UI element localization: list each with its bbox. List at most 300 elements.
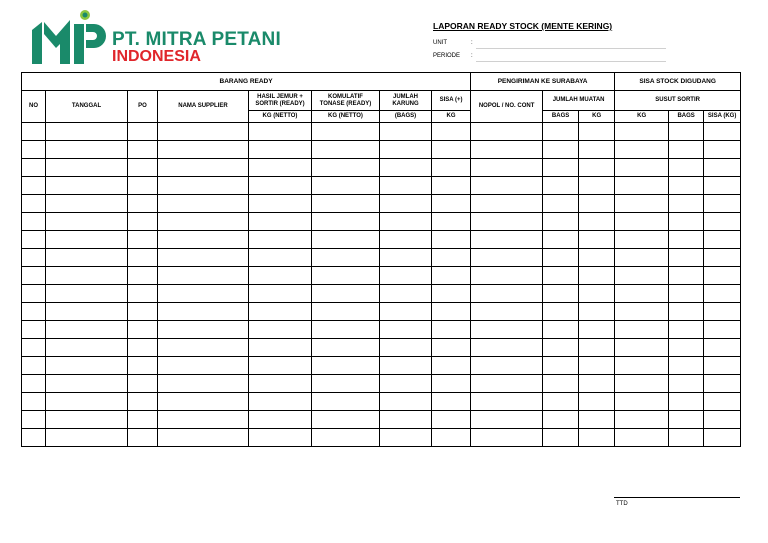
table-cell[interactable]: [46, 231, 128, 249]
table-cell[interactable]: [249, 393, 312, 411]
table-cell[interactable]: [579, 429, 615, 447]
table-cell[interactable]: [312, 429, 380, 447]
table-cell[interactable]: [380, 267, 432, 285]
table-cell[interactable]: [615, 411, 669, 429]
table-cell[interactable]: [22, 411, 46, 429]
table-cell[interactable]: [249, 321, 312, 339]
table-cell[interactable]: [669, 357, 704, 375]
table-cell[interactable]: [249, 195, 312, 213]
unit-label: UNIT: [433, 40, 447, 46]
table-cell[interactable]: [128, 357, 158, 375]
table-cell[interactable]: [158, 285, 249, 303]
table-cell[interactable]: [158, 249, 249, 267]
table-cell[interactable]: [579, 159, 615, 177]
table-cell[interactable]: [432, 411, 471, 429]
table-cell[interactable]: [543, 267, 579, 285]
table-cell[interactable]: [704, 303, 741, 321]
table-row: [22, 267, 741, 285]
periode-separator: :: [471, 53, 473, 59]
table-cell[interactable]: [158, 411, 249, 429]
table-cell[interactable]: [158, 177, 249, 195]
table-cell[interactable]: [579, 411, 615, 429]
table-cell[interactable]: [704, 285, 741, 303]
table-cell[interactable]: [128, 267, 158, 285]
table-cell[interactable]: [249, 285, 312, 303]
table-cell[interactable]: [543, 375, 579, 393]
table-cell[interactable]: [380, 393, 432, 411]
table-cell[interactable]: [46, 303, 128, 321]
table-cell[interactable]: [432, 321, 471, 339]
table-row: [22, 159, 741, 177]
table-cell[interactable]: [432, 429, 471, 447]
table-cell[interactable]: [543, 123, 579, 141]
table-cell[interactable]: [46, 141, 128, 159]
table-cell[interactable]: [380, 213, 432, 231]
table-cell[interactable]: [543, 339, 579, 357]
table-cell[interactable]: [380, 285, 432, 303]
table-cell[interactable]: [471, 357, 543, 375]
table-cell[interactable]: [615, 195, 669, 213]
table-cell[interactable]: [312, 231, 380, 249]
table-cell[interactable]: [128, 339, 158, 357]
table-cell[interactable]: [471, 321, 543, 339]
table-cell[interactable]: [669, 123, 704, 141]
table-row: [22, 177, 741, 195]
table-cell[interactable]: [615, 249, 669, 267]
table-cell[interactable]: [704, 321, 741, 339]
table-cell[interactable]: [380, 375, 432, 393]
table-cell[interactable]: [704, 375, 741, 393]
table-cell[interactable]: [158, 429, 249, 447]
table-cell[interactable]: [704, 393, 741, 411]
table-cell[interactable]: [432, 249, 471, 267]
table-cell[interactable]: [158, 267, 249, 285]
table-cell[interactable]: [128, 141, 158, 159]
table-row: [22, 285, 741, 303]
table-cell[interactable]: [579, 357, 615, 375]
table-cell[interactable]: [543, 177, 579, 195]
table-cell[interactable]: [46, 159, 128, 177]
table-cell[interactable]: [669, 249, 704, 267]
table-cell[interactable]: [432, 159, 471, 177]
table-cell[interactable]: [704, 141, 741, 159]
table-cell[interactable]: [158, 303, 249, 321]
table-cell[interactable]: [22, 303, 46, 321]
table-cell[interactable]: [669, 411, 704, 429]
table-cell[interactable]: [380, 177, 432, 195]
table-cell[interactable]: [158, 159, 249, 177]
table-cell[interactable]: [471, 429, 543, 447]
table-cell[interactable]: [46, 375, 128, 393]
table-cell[interactable]: [579, 285, 615, 303]
table-cell[interactable]: [312, 285, 380, 303]
table-cell[interactable]: [669, 321, 704, 339]
table-cell[interactable]: [46, 249, 128, 267]
table-row: [22, 375, 741, 393]
table-cell[interactable]: [579, 195, 615, 213]
table-cell[interactable]: [615, 375, 669, 393]
table-cell[interactable]: [579, 123, 615, 141]
table-cell[interactable]: [312, 159, 380, 177]
table-cell[interactable]: [669, 285, 704, 303]
table-cell[interactable]: [579, 321, 615, 339]
table-cell[interactable]: [22, 375, 46, 393]
table-cell[interactable]: [380, 195, 432, 213]
unit-kg: KG: [432, 111, 471, 123]
table-cell[interactable]: [312, 213, 380, 231]
table-cell[interactable]: [669, 429, 704, 447]
table-cell[interactable]: [432, 213, 471, 231]
col-jumlah-karung: JUMLAH KARUNG: [380, 91, 432, 111]
table-cell[interactable]: [471, 375, 543, 393]
table-cell[interactable]: [669, 177, 704, 195]
table-cell[interactable]: [432, 339, 471, 357]
table-row: [22, 411, 741, 429]
table-row: [22, 339, 741, 357]
table-cell[interactable]: [158, 321, 249, 339]
table-cell[interactable]: [543, 285, 579, 303]
table-cell[interactable]: [249, 375, 312, 393]
col-no: NO: [22, 91, 46, 123]
table-cell[interactable]: [432, 141, 471, 159]
col-po: PO: [128, 91, 158, 123]
table-cell[interactable]: [669, 213, 704, 231]
table-cell[interactable]: [312, 177, 380, 195]
table-cell[interactable]: [128, 231, 158, 249]
periode-input-line[interactable]: [476, 61, 666, 62]
table-row: [22, 123, 741, 141]
mitra-petani-logo-mark: [30, 8, 108, 66]
table-cell[interactable]: [471, 177, 543, 195]
table-cell[interactable]: [543, 429, 579, 447]
table-cell[interactable]: [46, 393, 128, 411]
group-pengiriman: PENGIRIMAN KE SURABAYA: [471, 73, 615, 91]
table-cell[interactable]: [249, 177, 312, 195]
table-cell[interactable]: [128, 411, 158, 429]
table-cell[interactable]: [615, 303, 669, 321]
table-cell[interactable]: [22, 123, 46, 141]
ttd-label: TTD: [616, 501, 628, 507]
table-cell[interactable]: [579, 303, 615, 321]
table-cell[interactable]: [615, 339, 669, 357]
table-cell[interactable]: [128, 321, 158, 339]
table-cell[interactable]: [312, 141, 380, 159]
table-cell[interactable]: [249, 303, 312, 321]
col-tanggal: TANGGAL: [46, 91, 128, 123]
table-cell[interactable]: [579, 267, 615, 285]
table-cell[interactable]: [669, 141, 704, 159]
table-row: [22, 357, 741, 375]
table-cell[interactable]: [471, 123, 543, 141]
table-cell[interactable]: [249, 213, 312, 231]
table-cell[interactable]: [579, 375, 615, 393]
table-cell[interactable]: [704, 339, 741, 357]
table-cell[interactable]: [380, 321, 432, 339]
unit-input-line[interactable]: [476, 48, 666, 49]
table-cell[interactable]: [312, 339, 380, 357]
table-cell[interactable]: [669, 303, 704, 321]
table-cell[interactable]: [615, 321, 669, 339]
table-cell[interactable]: [158, 123, 249, 141]
table-cell[interactable]: [704, 429, 741, 447]
table-cell[interactable]: [615, 213, 669, 231]
table-cell[interactable]: [615, 285, 669, 303]
table-cell[interactable]: [158, 195, 249, 213]
table-cell[interactable]: [249, 339, 312, 357]
table-cell[interactable]: [22, 159, 46, 177]
table-cell[interactable]: [128, 285, 158, 303]
table-row: [22, 195, 741, 213]
col-sisa-plus: SISA (+): [432, 91, 471, 111]
table-cell[interactable]: [669, 159, 704, 177]
table-cell[interactable]: [432, 177, 471, 195]
table-cell[interactable]: [46, 285, 128, 303]
table-cell[interactable]: [615, 267, 669, 285]
unit-kg: KG: [579, 111, 615, 123]
table-row: [22, 321, 741, 339]
table-cell[interactable]: [432, 231, 471, 249]
table-cell[interactable]: [128, 249, 158, 267]
table-cell[interactable]: [46, 213, 128, 231]
table-cell[interactable]: [380, 357, 432, 375]
table-cell[interactable]: [432, 393, 471, 411]
table-cell[interactable]: [471, 213, 543, 231]
table-cell[interactable]: [312, 321, 380, 339]
company-name-line2: INDONESIA: [112, 48, 201, 65]
table-cell[interactable]: [704, 177, 741, 195]
table-cell[interactable]: [380, 231, 432, 249]
table-cell[interactable]: [22, 321, 46, 339]
table-cell[interactable]: [312, 267, 380, 285]
table-cell[interactable]: [312, 393, 380, 411]
table-cell[interactable]: [128, 429, 158, 447]
table-row: [22, 213, 741, 231]
table-cell[interactable]: [543, 303, 579, 321]
table-cell[interactable]: [380, 429, 432, 447]
table-cell[interactable]: [432, 285, 471, 303]
table-cell[interactable]: [158, 357, 249, 375]
table-cell[interactable]: [669, 339, 704, 357]
table-cell[interactable]: [128, 195, 158, 213]
table-cell[interactable]: [22, 141, 46, 159]
table-cell[interactable]: [158, 141, 249, 159]
table-cell[interactable]: [312, 195, 380, 213]
table-cell[interactable]: [579, 249, 615, 267]
table-cell[interactable]: [615, 177, 669, 195]
table-cell[interactable]: [249, 123, 312, 141]
table-cell[interactable]: [471, 393, 543, 411]
table-cell[interactable]: [249, 429, 312, 447]
table-cell[interactable]: [128, 123, 158, 141]
table-cell[interactable]: [22, 429, 46, 447]
table-cell[interactable]: [543, 195, 579, 213]
table-cell[interactable]: [46, 429, 128, 447]
table-cell[interactable]: [471, 195, 543, 213]
table-cell[interactable]: [432, 195, 471, 213]
table-cell[interactable]: [46, 339, 128, 357]
table-cell[interactable]: [46, 267, 128, 285]
table-cell[interactable]: [249, 141, 312, 159]
table-cell[interactable]: [312, 411, 380, 429]
table-cell[interactable]: [380, 123, 432, 141]
table-cell[interactable]: [471, 267, 543, 285]
table-cell[interactable]: [579, 141, 615, 159]
table-cell[interactable]: [543, 213, 579, 231]
table-cell[interactable]: [158, 339, 249, 357]
table-cell[interactable]: [128, 159, 158, 177]
table-cell[interactable]: [158, 393, 249, 411]
unit-kg: KG: [615, 111, 669, 123]
table-cell[interactable]: [615, 357, 669, 375]
table-cell[interactable]: [543, 159, 579, 177]
table-cell[interactable]: [471, 141, 543, 159]
table-body: [22, 123, 741, 447]
table-cell[interactable]: [249, 411, 312, 429]
unit-separator: :: [471, 40, 473, 46]
report-title: LAPORAN READY STOCK (MENTE KERING): [433, 21, 613, 31]
group-sisa-stock: SISA STOCK DIGUDANG: [615, 73, 741, 91]
table-cell[interactable]: [312, 123, 380, 141]
table-cell[interactable]: [249, 231, 312, 249]
table-cell[interactable]: [615, 123, 669, 141]
table-row: [22, 303, 741, 321]
table-cell[interactable]: [615, 141, 669, 159]
table-cell[interactable]: [579, 339, 615, 357]
table-cell[interactable]: [249, 159, 312, 177]
signature-line: [614, 497, 740, 498]
table-cell[interactable]: [158, 231, 249, 249]
table-cell[interactable]: [579, 231, 615, 249]
table-cell[interactable]: [579, 393, 615, 411]
table-cell[interactable]: [380, 249, 432, 267]
col-nama-supplier: NAMA SUPPLIER: [158, 91, 249, 123]
table-cell[interactable]: [46, 411, 128, 429]
table-cell[interactable]: [704, 267, 741, 285]
table-cell[interactable]: [704, 411, 741, 429]
table-cell[interactable]: [249, 267, 312, 285]
table-cell[interactable]: [22, 285, 46, 303]
table-cell[interactable]: [158, 213, 249, 231]
table-cell[interactable]: [46, 195, 128, 213]
table-cell[interactable]: [471, 303, 543, 321]
table-cell[interactable]: [46, 177, 128, 195]
table-cell[interactable]: [579, 213, 615, 231]
table-cell[interactable]: [615, 393, 669, 411]
table-cell[interactable]: [432, 267, 471, 285]
table-cell[interactable]: [471, 231, 543, 249]
table-cell[interactable]: [380, 411, 432, 429]
table-cell[interactable]: [471, 339, 543, 357]
unit-row: [433, 40, 473, 46]
table-cell[interactable]: [432, 303, 471, 321]
table-cell[interactable]: [669, 231, 704, 249]
col-komulatif: KOMULATIF TONASE (READY): [312, 91, 380, 111]
table-cell[interactable]: [543, 249, 579, 267]
table-cell[interactable]: [312, 375, 380, 393]
table-cell[interactable]: [669, 375, 704, 393]
table-cell[interactable]: [615, 429, 669, 447]
table-row: [22, 231, 741, 249]
table-cell[interactable]: [249, 357, 312, 375]
table-cell[interactable]: [704, 123, 741, 141]
table-row: [22, 429, 741, 447]
table-cell[interactable]: [471, 411, 543, 429]
group-barang-ready: BARANG READY: [22, 73, 471, 91]
table-cell[interactable]: [579, 177, 615, 195]
table-cell[interactable]: [22, 249, 46, 267]
table-cell[interactable]: [22, 267, 46, 285]
col-hasil-jemur: HASIL JEMUR + SORTIR (READY): [249, 91, 312, 111]
table-cell[interactable]: [704, 249, 741, 267]
unit-bags: BAGS: [543, 111, 579, 123]
table-cell[interactable]: [471, 159, 543, 177]
table-cell[interactable]: [22, 357, 46, 375]
table-cell[interactable]: [543, 141, 579, 159]
unit-kg-netto: KG (NETTO): [312, 111, 380, 123]
table-cell[interactable]: [46, 123, 128, 141]
table-cell[interactable]: [543, 321, 579, 339]
table-cell[interactable]: [380, 303, 432, 321]
table-cell[interactable]: [543, 393, 579, 411]
table-cell[interactable]: [669, 267, 704, 285]
table-cell[interactable]: [128, 177, 158, 195]
table-cell[interactable]: [543, 357, 579, 375]
table-cell[interactable]: [704, 231, 741, 249]
table-cell[interactable]: [46, 321, 128, 339]
table-cell[interactable]: [22, 213, 46, 231]
table-cell[interactable]: [432, 123, 471, 141]
table-cell[interactable]: [471, 285, 543, 303]
table-cell[interactable]: [46, 357, 128, 375]
table-cell[interactable]: [128, 375, 158, 393]
table-cell[interactable]: [312, 357, 380, 375]
table-cell[interactable]: [543, 231, 579, 249]
table-cell[interactable]: [380, 159, 432, 177]
table-cell[interactable]: [128, 393, 158, 411]
table-cell[interactable]: [704, 357, 741, 375]
unit-bags: BAGS: [669, 111, 704, 123]
table-cell[interactable]: [380, 339, 432, 357]
table-cell[interactable]: [22, 231, 46, 249]
table-cell[interactable]: [158, 375, 249, 393]
table-cell[interactable]: [704, 159, 741, 177]
table-cell[interactable]: [312, 249, 380, 267]
col-nopol: NOPOL / NO. CONT: [471, 91, 543, 123]
table-cell[interactable]: [128, 303, 158, 321]
table-cell[interactable]: [22, 393, 46, 411]
table-cell[interactable]: [380, 141, 432, 159]
table-cell[interactable]: [22, 339, 46, 357]
table-row: [22, 141, 741, 159]
table-cell[interactable]: [704, 213, 741, 231]
table-cell[interactable]: [704, 195, 741, 213]
table-cell[interactable]: [543, 411, 579, 429]
table-cell[interactable]: [432, 357, 471, 375]
table-cell[interactable]: [249, 249, 312, 267]
table-cell[interactable]: [669, 195, 704, 213]
table-cell[interactable]: [432, 375, 471, 393]
table-cell[interactable]: [128, 213, 158, 231]
table-cell[interactable]: [615, 159, 669, 177]
table-cell[interactable]: [22, 195, 46, 213]
table-cell[interactable]: [669, 393, 704, 411]
periode-label: PERIODE: [433, 53, 461, 59]
table-cell[interactable]: [312, 303, 380, 321]
table-cell[interactable]: [471, 249, 543, 267]
unit-kg-netto: KG (NETTO): [249, 111, 312, 123]
table-cell[interactable]: [22, 177, 46, 195]
table-cell[interactable]: [615, 231, 669, 249]
